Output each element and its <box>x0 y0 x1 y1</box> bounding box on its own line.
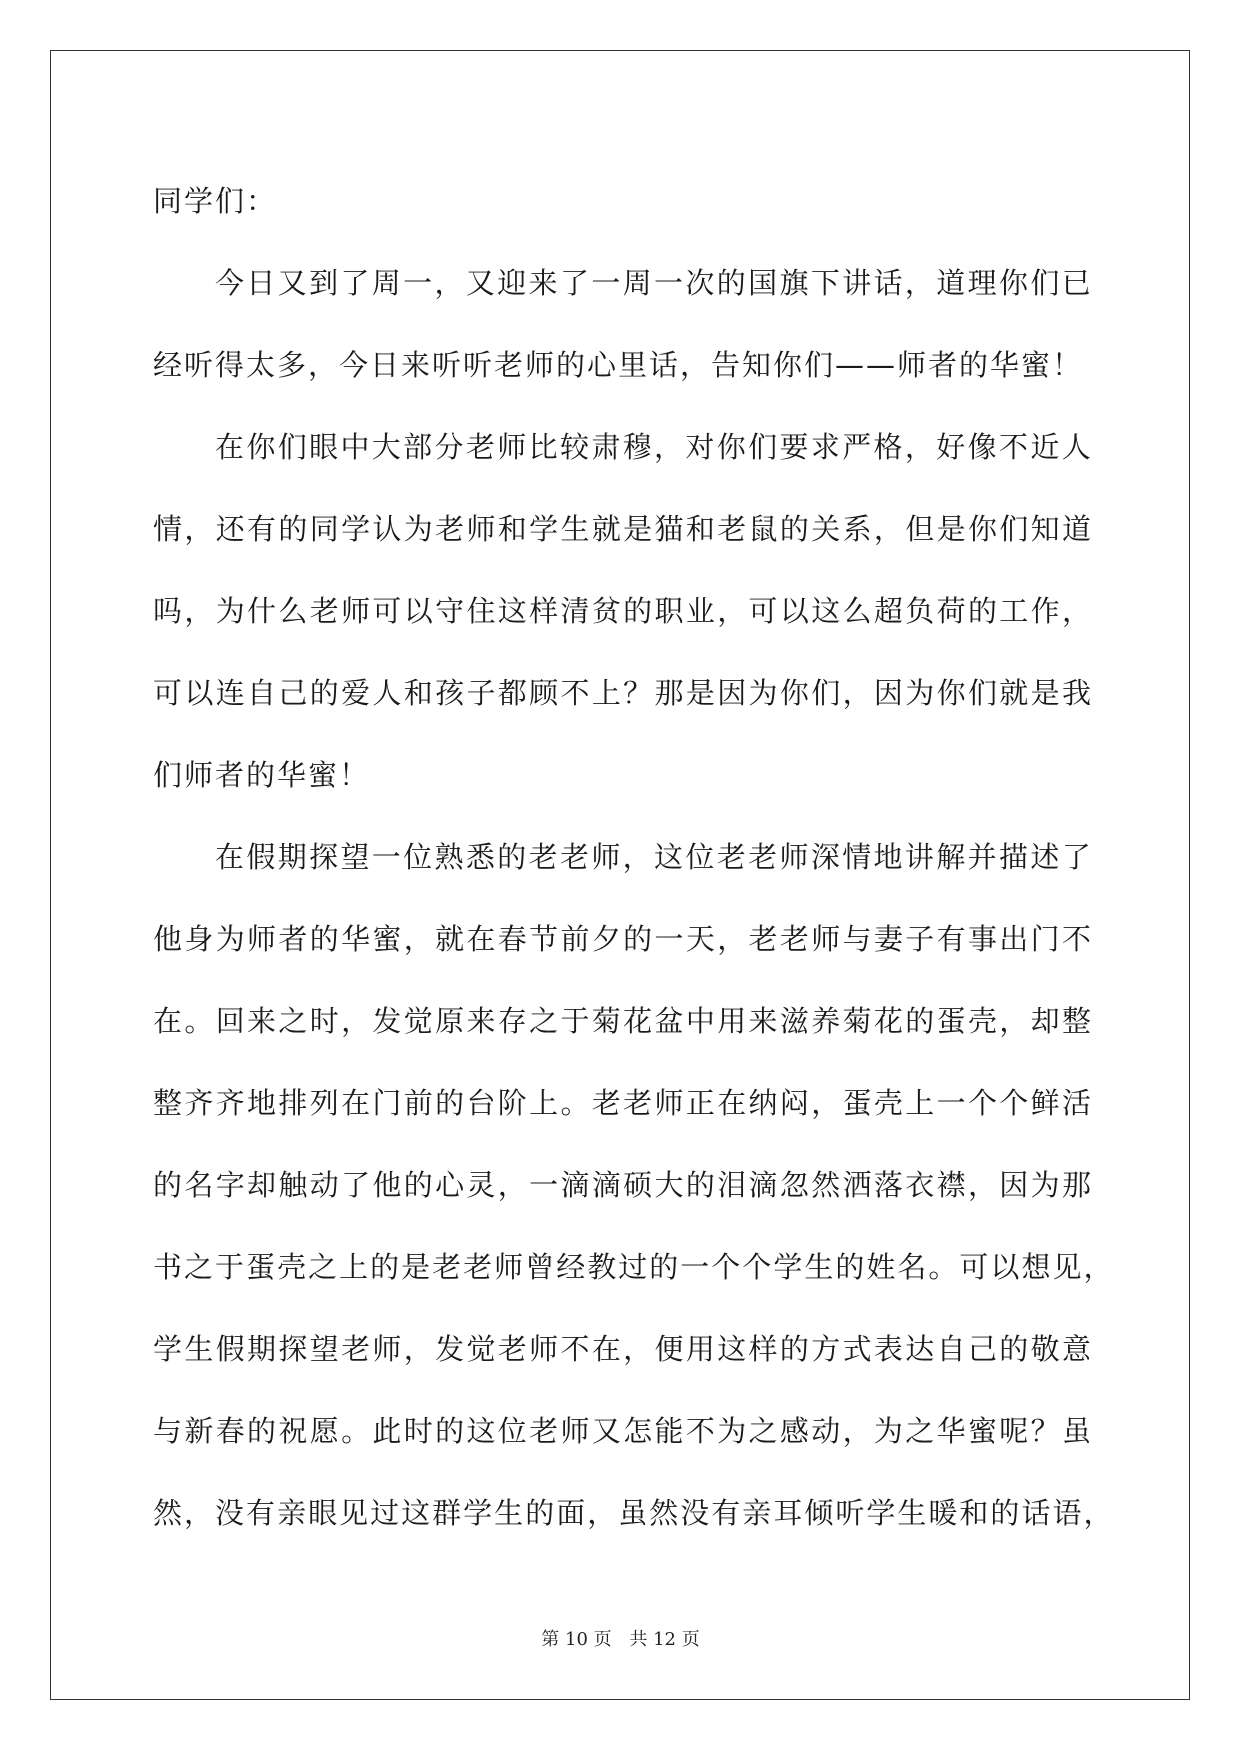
text-line: 吗 ， 为 什 么 老 师 可 以 守 住 这 样 清 贫 的 职 业 ， 可 以 这 么 超 负 荷 的 工 作 ， <box>153 594 1093 628</box>
page-number: 第 10 页 <box>541 1629 612 1650</box>
text-line: 今 日 又 到 了 周 一 ， 又 迎 来 了 一 周 一 次 的 国 旗 下 讲 话 ， 道 理 你 们 已 <box>215 266 1093 300</box>
text-line: 在 你 们 眼 中 大 部 分 老 师 比 较 肃 穆 ， 对 你 们 要 求 严 格 ， 好 像 不 近 人 <box>215 430 1093 464</box>
text-line: 他 身 为 师 者 的 华 蜜 ， 就 在 春 节 前 夕 的 一 天 ， 老 老 师 与 妻 子 有 事 出 门 不 <box>153 922 1093 956</box>
document-body <box>153 160 1115 1554</box>
text-line: 与 新 春 的 祝 愿 。 此 时 的 这 位 老 师 又 怎 能 不 为 之 感 动 ， 为 之 华 蜜 呢 ？ 虽 <box>153 1414 1093 1448</box>
text-line: 书 之 于 蛋 壳 之 上 的 是 老 老 师 曾 经 教 过 的 一 个 个 学 生 的 姓 名 。 可 以 想 见 ， <box>153 1250 1115 1284</box>
text-line: 们师者的华蜜！ <box>153 758 371 792</box>
text-line: 的 名 字 却 触 动 了 他 的 心 灵 ， 一 滴 滴 硕 大 的 泪 滴 忽 然 洒 落 衣 襟 ， 因 为 那 <box>153 1168 1093 1202</box>
text-line: 可 以 连 自 己 的 爱 人 和 孩 子 都 顾 不 上 ？ 那 是 因 为 你 们 ， 因 为 你 们 就 是 我 <box>153 676 1093 710</box>
page-total: 共 12 页 <box>629 1629 700 1650</box>
text-line: 同学们： <box>153 184 278 218</box>
text-line: 整 齐 齐 地 排 列 在 门 前 的 台 阶 上 。 老 老 师 正 在 纳 闷 ， 蛋 壳 上 一 个 个 鲜 活 <box>153 1086 1093 1120</box>
page-footer <box>0 1625 1241 1651</box>
text-line: 在 假 期 探 望 一 位 熟 悉 的 老 老 师 ， 这 位 老 老 师 深 情 地 讲 解 并 描 述 了 <box>215 840 1093 874</box>
text-line: 情 ， 还 有 的 同 学 认 为 老 师 和 学 生 就 是 猫 和 老 鼠 的 关 系 ， 但 是 你 们 知 道 <box>153 512 1093 546</box>
text-line: 然 ， 没 有 亲 眼 见 过 这 群 学 生 的 面 ， 虽 然 没 有 亲 耳 倾 听 学 生 暖 和 的 话 语 ， <box>153 1496 1115 1530</box>
text-line: 在 。 回 来 之 时 ， 发 觉 原 来 存 之 于 菊 花 盆 中 用 来 滋 养 菊 花 的 蛋 壳 ， 却 整 <box>153 1004 1093 1038</box>
text-line: 学 生 假 期 探 望 老 师 ， 发 觉 老 师 不 在 ， 便 用 这 样 的 方 式 表 达 自 己 的 敬 意 <box>153 1332 1093 1366</box>
text-line: 经听得太多，今日来听听老师的心里话，告知你们——师者的华蜜！ <box>153 348 1084 382</box>
